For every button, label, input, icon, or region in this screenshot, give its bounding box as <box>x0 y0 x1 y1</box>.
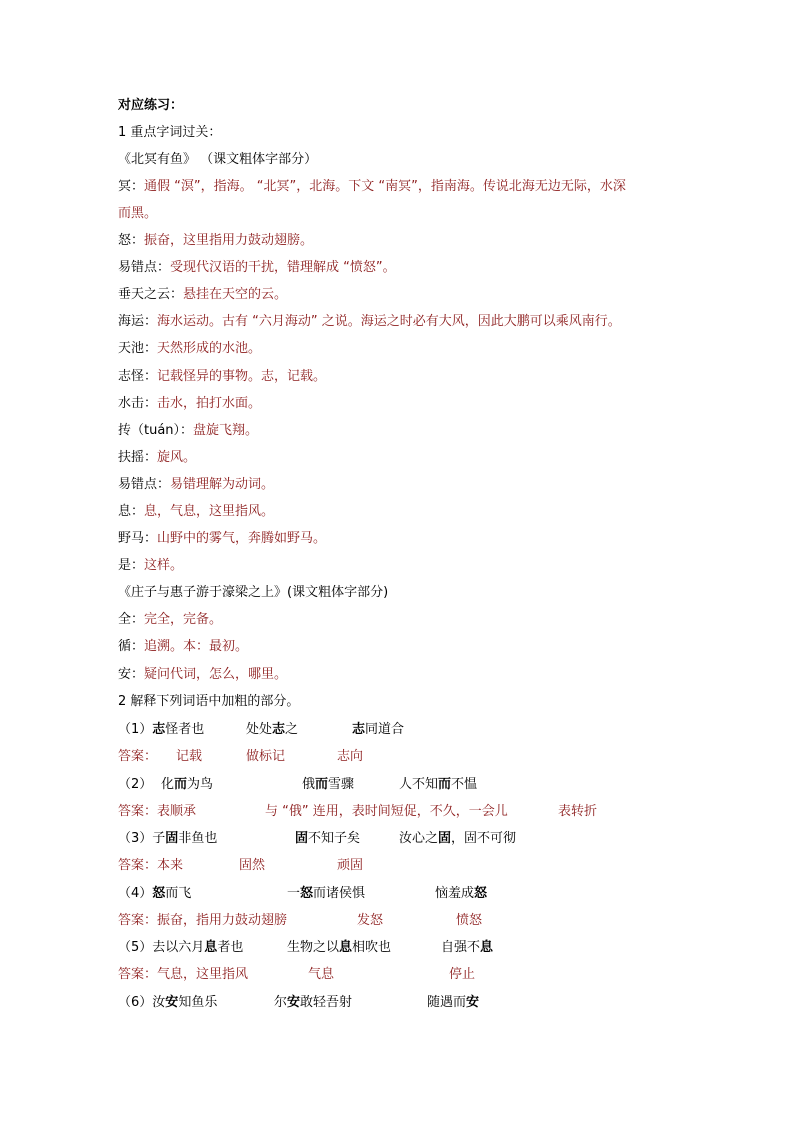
entry-definition: 振奋，这里指用力鼓动翅膀。 <box>144 233 314 248</box>
entry-definition: 海水运动。古有 “六月海动” 之说。海运之时必有大风，因此大鹏可以乘风南行。 <box>157 314 621 329</box>
entry-term: 易错点： <box>118 260 171 275</box>
question-number: （5） <box>118 940 153 955</box>
entry-definition: 悬挂在天空的云。 <box>183 287 288 302</box>
entry-definition: 疑问代词，怎么，哪里。 <box>144 667 288 682</box>
entry-term: 抟（tuán）： <box>118 423 194 438</box>
entry-yicuo-2 <box>118 476 274 494</box>
answer-label: 答案： <box>118 967 158 982</box>
answer-a: 记载 <box>176 749 203 764</box>
phrase-b: 生物之以息相吹也 <box>287 940 392 955</box>
entry-fuyao <box>118 449 196 467</box>
answer-c: 愤怒 <box>456 913 483 928</box>
entry-definition: 天然形成的水池。 <box>157 341 262 356</box>
entry-yicuo-1 <box>118 259 396 277</box>
entry-definition: 击水，拍打水面。 <box>157 396 262 411</box>
answer-5 <box>118 966 678 984</box>
entry-term: 循： <box>118 639 145 654</box>
question-number: （1） <box>118 722 153 737</box>
answer-4 <box>118 912 678 930</box>
heading: 对应练习： <box>118 98 184 113</box>
answer-2 <box>118 803 678 821</box>
answer-3 <box>118 857 678 875</box>
phrase-a: 怒而飞 <box>152 886 192 901</box>
entry-haiyun <box>118 313 621 331</box>
entry-term: 怒： <box>118 233 145 248</box>
entry-definition: 完全，完备。 <box>144 612 223 627</box>
phrase-b: 一怒而诸侯惧 <box>287 886 366 901</box>
answer-b: 气息 <box>308 967 335 982</box>
question-number: （3） <box>118 831 153 846</box>
phrase-c: 人不知而不愠 <box>399 777 478 792</box>
phrase-c: 恼羞成怒 <box>435 886 488 901</box>
answer-b: 与 “俄” 连用，表时间短促，不久，一会儿 <box>265 804 508 819</box>
entry-chuitian <box>118 286 287 304</box>
question-3 <box>118 830 678 848</box>
question-5 <box>118 939 678 957</box>
poem-1-title: 《北冥有鱼》 （课文粗体字部分） <box>118 152 318 167</box>
entry-definition: 记载怪异的事物。志，记载。 <box>157 369 327 384</box>
entry-zhiguai <box>118 368 326 386</box>
question-2 <box>118 776 678 794</box>
entry-term: 水击： <box>118 396 158 411</box>
entry-term: 安： <box>118 667 145 682</box>
entry-term: 易错点： <box>118 477 171 492</box>
entry-an <box>118 666 287 684</box>
section-2-title: 2 解释下列词语中加粗的部分。 <box>118 694 300 709</box>
answer-label: 答案： <box>118 913 158 928</box>
entry-definition: 盘旋飞翔。 <box>193 423 259 438</box>
phrase-a: 去以六月息者也 <box>152 940 244 955</box>
entry-term: 是： <box>118 558 145 573</box>
answer-a: 本来 <box>157 858 184 873</box>
entry-definition: 受现代汉语的干扰，错理解成 “愤怒”。 <box>170 260 396 275</box>
poem-2-title: 《庄子与惠子游于濠梁之上》(课文粗体字部分) <box>118 585 389 600</box>
entry-definition: 山野中的雾气，奔腾如野马。 <box>157 531 327 546</box>
phrase-b: 尔安敢轻吾射 <box>274 995 353 1010</box>
entry-term: 垂天之云： <box>118 287 184 302</box>
answer-b: 固然 <box>239 858 266 873</box>
entry-xi <box>118 503 274 521</box>
entry-term: 息： <box>118 504 145 519</box>
answer-label: 答案： <box>118 804 158 819</box>
entry-term: 海运： <box>118 314 158 329</box>
answer-c: 停止 <box>449 967 476 982</box>
phrase-c: 汝心之固，固不可彻 <box>399 831 517 846</box>
phrase-b: 固不知子矣 <box>295 831 361 846</box>
answer-a: 表顺承 <box>157 804 197 819</box>
entry-definition: 通假 “溟”，指海。 “北冥”，北海。下文 “南冥”，指南海。传说北海无边无际，水深 <box>144 179 626 194</box>
phrase-b: 俄而雪骤 <box>302 777 355 792</box>
answer-c: 顽固 <box>337 858 364 873</box>
phrase-a: 汝安知鱼乐 <box>152 995 218 1010</box>
entry-definition: 易错理解为动词。 <box>170 477 275 492</box>
entry-term: 天池： <box>118 341 158 356</box>
entry-nu <box>118 232 313 250</box>
entry-term: 扶摇： <box>118 450 158 465</box>
entry-definition: 这样。 <box>144 558 184 573</box>
answer-1 <box>118 748 678 766</box>
entry-ming <box>118 178 626 196</box>
answer-b: 做标记 <box>246 749 286 764</box>
entry-ming-cont: 而黑。 <box>118 206 158 221</box>
entry-definition: 追溯。本：最初。 <box>144 639 249 654</box>
question-number: （6） <box>118 995 153 1010</box>
entry-definition: 息，气息，这里指风。 <box>144 504 275 519</box>
answer-c: 志向 <box>337 749 364 764</box>
entry-yema <box>118 530 326 548</box>
section-1-title: 1 重点字词过关： <box>118 125 222 140</box>
answer-a: 振奋，指用力鼓动翅膀 <box>157 913 288 928</box>
question-1 <box>118 721 678 739</box>
phrase-a: 志怪者也 <box>152 722 205 737</box>
question-number: （4） <box>118 886 153 901</box>
entry-shuiji <box>118 395 261 413</box>
phrase-a: 化而为鸟 <box>161 777 214 792</box>
question-4 <box>118 885 678 903</box>
phrase-c: 自强不息 <box>441 940 494 955</box>
entry-term: 野马： <box>118 531 158 546</box>
phrase-a: 子固非鱼也 <box>152 831 218 846</box>
phrase-c: 志同道合 <box>352 722 405 737</box>
entry-shi <box>118 557 183 575</box>
entry-tianchi <box>118 340 261 358</box>
entry-term: 志怪： <box>118 369 158 384</box>
entry-xun <box>118 638 248 656</box>
entry-term: 冥： <box>118 179 145 194</box>
question-6 <box>118 994 678 1012</box>
entry-definition: 旋风。 <box>157 450 197 465</box>
answer-b: 发怒 <box>357 913 384 928</box>
entry-term: 全： <box>118 612 145 627</box>
entry-quan <box>118 611 222 629</box>
question-number: （2） <box>118 777 153 792</box>
entry-tuan <box>118 422 258 440</box>
answer-label: 答案： <box>118 858 158 873</box>
phrase-c: 随遇而安 <box>427 995 480 1010</box>
answer-a: 气息，这里指风 <box>157 967 249 982</box>
answer-c: 表转折 <box>558 804 598 819</box>
phrase-b: 处处志之 <box>246 722 299 737</box>
answer-label: 答案： <box>118 749 158 764</box>
